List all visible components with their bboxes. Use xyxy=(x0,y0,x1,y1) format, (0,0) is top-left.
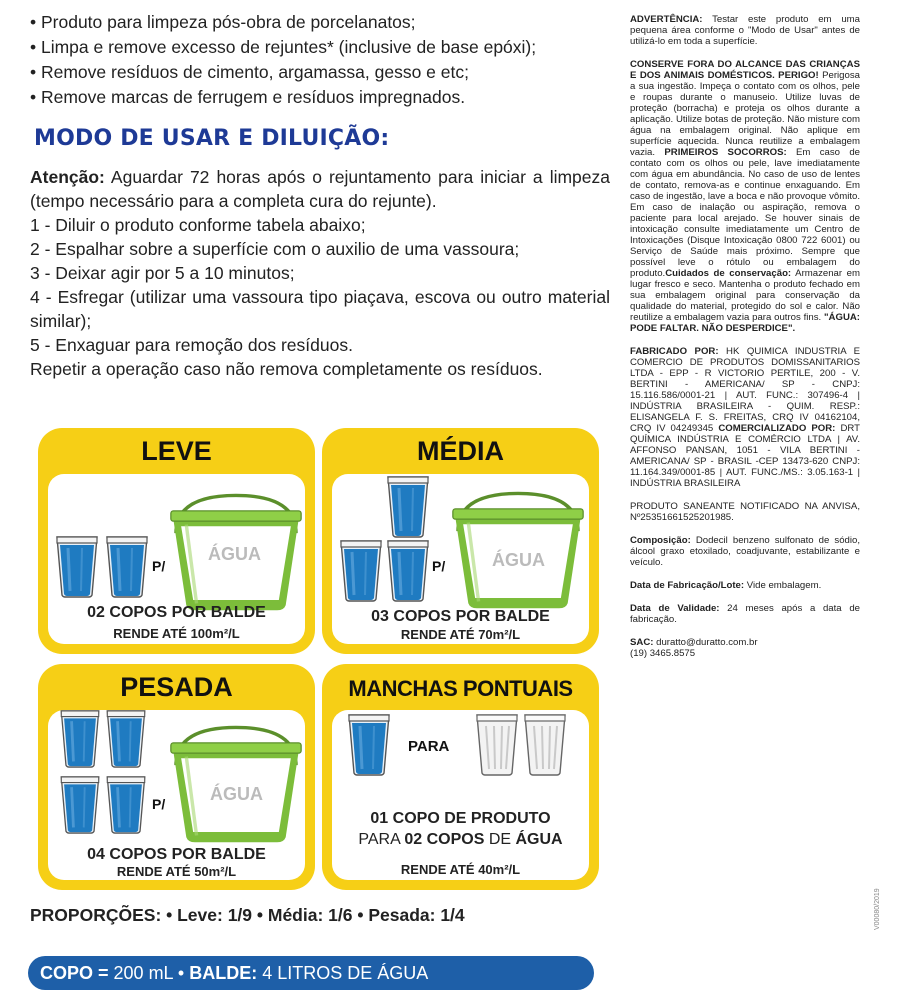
glass-blue-icon xyxy=(106,710,146,768)
card-pesada xyxy=(38,664,315,890)
care-label: Cuidados de conservação: xyxy=(665,268,792,279)
water-cups xyxy=(332,831,589,849)
step-item: 3 - Deixar agir por 5 a 10 minutos; xyxy=(30,263,295,283)
glass-blue-icon xyxy=(387,476,429,538)
water-warning: "ÁGUA: PODE FALTAR. NÃO DESPERDICE". xyxy=(630,312,860,334)
glass-blue-icon xyxy=(348,714,390,776)
cups-per-bucket: 03 COPOS POR BALDE xyxy=(371,608,550,625)
cups-per-bucket: 02 COPOS POR BALDE xyxy=(87,604,266,621)
list-item: • Produto para limpeza pós-obra de porcelanatos; xyxy=(30,12,416,32)
expiry-date-text: 24 meses após a data de fabricação. xyxy=(630,603,860,625)
manufacturer-text: HK QUIMICA INDUSTRIA E COMERCIO DE PRODUTOS DOMISSANITARIOS LTDA - EPP - R VICTORIO PERTILE, 200 - V. BERTINI - AMERICANA/ SP - CNPJ: 15.116.586/0001-21 | AUT. FUNC.: 307496-4 | INDÚSTRIA BRASILEIRA - QUIM. RESP.: ELISANGELA F. S. FREITAS, CRQ IV 04162104, CRQ IV 04249345 xyxy=(630,346,860,434)
water-label: ÁGUA xyxy=(208,544,261,564)
card-title: LEVE xyxy=(141,436,212,466)
composition-paragraph xyxy=(630,535,860,568)
warning-text: Testar este produto em uma pequena área conforme o "Modo de Usar" antes de utilizá-lo em toda a superfície. xyxy=(630,14,860,47)
sac-email: duratto@duratto.com.br xyxy=(653,637,758,648)
distributor-text: DRT QUÍMICA INDÚSTRIA E COMÉRCIO LTDA | AV. AFFONSO PANSAN, 1051 - VILA BERTINI - AMERICANA/ SP - BRASIL -CEP 13473-620 CNPJ: 11.164.349/0001-85 | AUT. FUNC./MS.: 3.05.163-1 | INDÚSTRIA BRASILEIRA xyxy=(630,423,860,489)
manufacture-date-label: Data de Fabricação/Lote: xyxy=(630,580,745,591)
de-text: DE xyxy=(484,831,516,848)
copo-value: 200 mL • xyxy=(108,963,190,983)
composition-text: Dodecil benzeno sulfonato de sódio, álcool graxo etoxilado, coadjuvante, estabilizante e veículo. xyxy=(630,535,860,568)
copo-label: COPO = xyxy=(40,963,109,983)
for-label: P/ xyxy=(432,558,446,574)
list-item: • Remove resíduos de cimento, argamassa, gesso e etc; xyxy=(30,62,469,82)
step-item: 4 - Esfregar (utilizar uma vassoura tipo piaçava, escova ou outro material similar); xyxy=(30,287,610,331)
expiry-date-label: Data de Validade: xyxy=(630,603,720,614)
balde-label: BALDE: xyxy=(189,963,258,983)
glass-blue-icon xyxy=(60,776,100,834)
card-leve xyxy=(38,428,315,654)
measure-bar xyxy=(28,956,594,990)
attention-label: Atenção: xyxy=(30,167,105,187)
glass-blue-icon xyxy=(56,536,98,598)
distributor-label: COMERCIALIZADO POR: xyxy=(718,423,836,434)
card-title: MANCHAS PONTUAIS xyxy=(348,676,573,701)
anvisa-notice: PRODUTO SANEANTE NOTIFICADO NA ANVISA, Nº25351661525201985. xyxy=(630,501,860,523)
para-label: PARA xyxy=(408,738,450,755)
card-body xyxy=(48,474,305,644)
safety-text: Perigosa a sua ingestão. Impeça o contato com os olhos, pele e roupas durante o manuseio. Utilize luvas de proteção (borracha) e proteja os olhos durante a aplicação. Utilize botas de proteção. Não misture com água na embalagem original. Não aplique em superfície aquecida. Nunca reutilize a embalagem vazia. xyxy=(630,70,860,158)
yield-text: RENDE ATÉ 70m²/L xyxy=(400,627,521,642)
cups-per-bucket: 04 COPOS POR BALDE xyxy=(87,846,266,863)
label-code: V00080/2019 xyxy=(874,888,881,930)
feature-list xyxy=(30,10,610,110)
warning-label: ADVERTÊNCIA: xyxy=(630,14,703,25)
card-body xyxy=(332,474,589,644)
sac-label: SAC: xyxy=(630,637,654,648)
for-label: P/ xyxy=(152,796,166,812)
water-label: ÁGUA xyxy=(210,784,263,804)
first-aid-label: PRIMEIROS SOCORROS: xyxy=(664,147,787,158)
card-manchas xyxy=(322,664,599,890)
instructions-column xyxy=(30,10,610,381)
card-title: MÉDIA xyxy=(417,436,504,466)
card-media xyxy=(322,428,599,654)
keep-away-label: CONSERVE FORA DO ALCANCE DAS CRIANÇAS E DOS ANIMAIS DOMÉSTICOS. PERIGO! xyxy=(630,59,860,81)
manufacturer-label: FABRICADO POR: xyxy=(630,346,719,357)
for-label: P/ xyxy=(152,558,166,574)
care-text: Armazenar em lugar fresco e seco. Mantenha o produto fechado em sua embalagem original para conservação da qualidade do material, protegido do sol e calor. Não reutilize a embalagem vazia para outros fins. xyxy=(630,268,860,323)
yield-text: RENDE ATÉ 50m²/L xyxy=(116,864,237,879)
step-item: 2 - Espalhar sobre a superfície com o auxilio de uma vassoura; xyxy=(30,239,520,259)
manufacture-date-text: Vide embalagem. xyxy=(744,580,822,591)
glass-blue-icon xyxy=(340,540,382,602)
glass-blue-icon xyxy=(387,540,429,602)
expiry-date xyxy=(630,603,860,625)
glass-blue-icon xyxy=(106,776,146,834)
water-word: ÁGUA xyxy=(515,831,563,848)
step-item: 5 - Enxaguar para remoção dos resíduos. xyxy=(30,335,353,355)
product-cups: 01 COPO DE PRODUTO xyxy=(370,810,551,827)
list-item: • Limpa e remove excesso de rejuntes* (inclusive de base epóxi); xyxy=(30,37,537,57)
legal-column xyxy=(630,14,860,671)
card-body xyxy=(332,710,589,880)
step-item: 1 - Diluir o produto conforme tabela abaixo; xyxy=(30,215,366,235)
balde-value: 4 LITROS DE ÁGUA xyxy=(257,963,429,983)
glass-empty-icon xyxy=(524,714,566,776)
yield-text: RENDE ATÉ 40m²/L xyxy=(400,862,521,877)
section-title: MODO DE USAR E DILUIÇÃO: xyxy=(34,126,390,151)
composition-label: Composição: xyxy=(630,535,691,546)
water-label: ÁGUA xyxy=(492,550,545,570)
first-aid-text: Em caso de contato com os olhos ou pele, lave imediatamente com água em abundância. No caso de uso de lentes de contato, remova-as e continue enxaguando. Em caso de ingestão, lave a boca e não provoque vômito. Em caso de inalação ou aspiração, remova o paciente para local arejado. Se houver sinais de intoxicação consulte imediatamente um Centro de Intoxicações (Disque Intoxicação 0800 722 6001) ou Serviço de Saúde mais próximo. Sempre que possível leve o rótulo ou embalagem do produto. xyxy=(630,147,861,279)
card-body xyxy=(48,710,305,880)
glass-empty-icon xyxy=(476,714,518,776)
glass-blue-icon xyxy=(106,536,148,598)
warning-paragraph xyxy=(630,14,860,47)
sac-contact xyxy=(630,637,860,659)
card-title: PESADA xyxy=(120,672,233,702)
para-prefix: PARA xyxy=(358,831,405,848)
glass-blue-icon xyxy=(60,710,100,768)
safety-paragraph xyxy=(630,59,860,334)
list-item: • Remove marcas de ferrugem e resíduos impregnados. xyxy=(30,87,466,107)
yield-text: RENDE ATÉ 100m²/L xyxy=(113,626,240,641)
cups-count: 02 COPOS xyxy=(404,831,485,848)
usage-steps xyxy=(30,165,610,381)
attention-text: Aguardar 72 horas após o rejuntamento para iniciar a limpeza (tempo necessário para a completa cura do rejunte). xyxy=(30,167,610,211)
manufacturer-paragraph xyxy=(630,346,860,489)
sac-phone: (19) 3465.8575 xyxy=(630,648,696,659)
manufacture-date xyxy=(630,580,860,591)
step-item: Repetir a operação caso não remova completamente os resíduos. xyxy=(30,359,543,379)
proportions: PROPORÇÕES: • Leve: 1/9 • Média: 1/6 • Pesada: 1/4 xyxy=(30,905,465,925)
